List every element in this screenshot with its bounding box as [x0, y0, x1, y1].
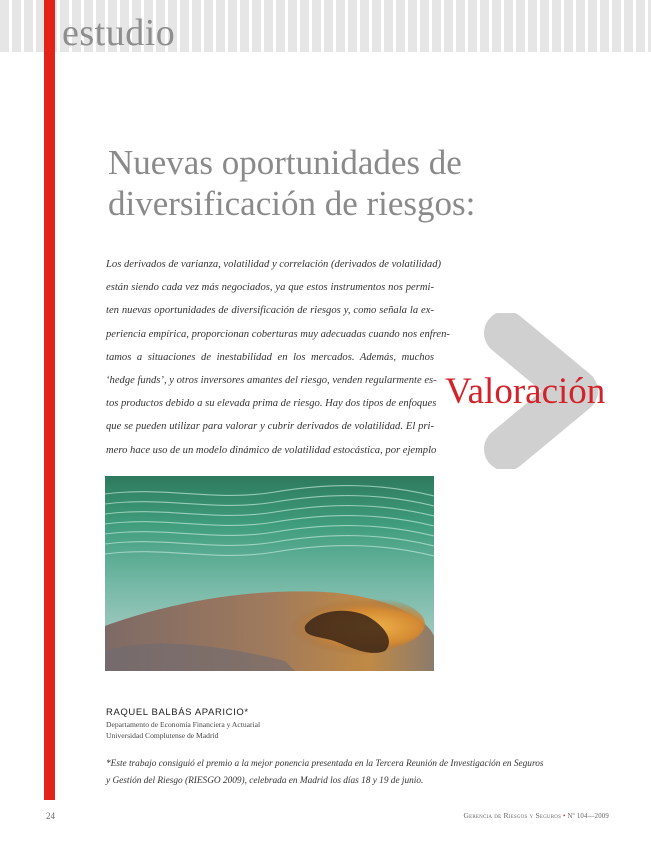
abstract-line: ten nuevas oportunidades de diversificación de riesgos y, como señala la ex-	[106, 305, 434, 317]
abstract-line: mero hace uso de un modelo dinámico de volatilidad estocástica, por ejemplo	[106, 444, 437, 456]
author-name: RAQUEL BALBÁS APARICIO*	[106, 707, 249, 718]
running-footer	[463, 811, 609, 820]
title-line-2: diversificación de riesgos:	[108, 184, 476, 223]
footnote-line-2: y Gestión del Riesgo (RIESGO 2009), celebrada en Madrid los días 18 y 19 de junio.	[106, 776, 424, 786]
abstract-line: tamos a situaciones de inestabilidad en los mercados. Además, muchos	[106, 351, 434, 363]
publication-name: Gerencia de Riesgos y Seguros	[463, 811, 562, 820]
article-abstract	[106, 253, 450, 462]
article-title	[108, 142, 508, 224]
abstract-line: están siendo cada vez más negociados, ya que estos instrumentos nos permi-	[106, 282, 434, 294]
footnote	[106, 756, 596, 790]
abstract-line: tos productos debido a su elevada prima de riesgo. Hay dos tipos de enfoques	[106, 398, 437, 410]
title-line-1: Nuevas oportunidades de	[108, 143, 462, 182]
page-number: 24	[46, 811, 55, 821]
accent-bar	[44, 0, 55, 800]
author-university: Universidad Complutense de Madrid	[106, 731, 219, 740]
abstract-line: ‘hedge funds’, y otros inversores amantes del riesgo, venden regularmente es-	[106, 375, 437, 387]
article-illustration	[105, 476, 434, 671]
issue-number: Nº 104—2009	[567, 813, 609, 820]
section-label: estudio	[62, 12, 176, 54]
footnote-line-1: *Este trabajo consiguió el premio a la mejor ponencia presentada en la Tercera Reunión de Investigación en Seguros	[106, 759, 544, 769]
abstract-line: que se pueden utilizar para valorar y cubrir derivados de volatilidad. El pri-	[106, 421, 434, 433]
abstract-line: periencia empírica, proporcionan coberturas muy adecuadas cuando nos enfren-	[106, 328, 450, 340]
author-department: Departamento de Economía Financiera y Actuarial	[106, 720, 261, 729]
section-keyword: Valoración	[445, 371, 606, 412]
abstract-line: Los derivados de varianza, volatilidad y correlación (derivados de volatilidad)	[106, 259, 442, 270]
author-affiliation	[106, 719, 260, 741]
footer-bullet: •	[562, 813, 566, 820]
